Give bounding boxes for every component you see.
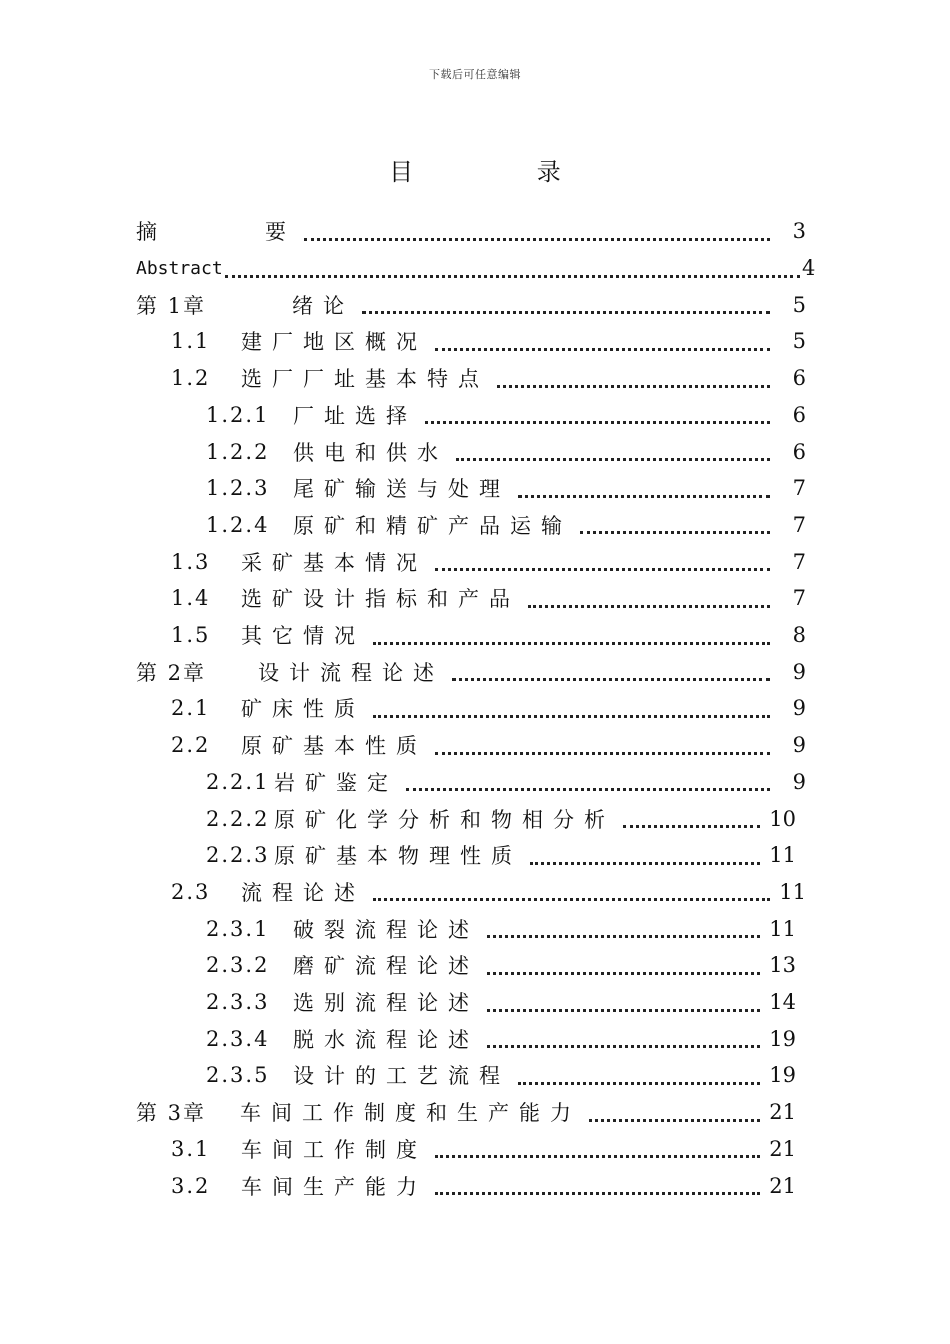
toc-entry-number: 2.2.1 xyxy=(206,769,270,794)
toc-entry-1-2-4[interactable] xyxy=(136,507,806,544)
toc-leader xyxy=(435,324,770,351)
toc-page-number: 11 xyxy=(769,916,796,941)
toc-entry-title: 矿床性质 xyxy=(241,697,365,722)
toc-page-number: 21 xyxy=(769,1173,796,1198)
page-title: 目 录 xyxy=(389,158,619,186)
toc-entry-ch1[interactable] xyxy=(136,286,806,323)
toc-leader xyxy=(580,507,770,534)
toc-leader xyxy=(589,1095,760,1122)
toc-entry-number: 2.2.2 xyxy=(206,806,270,831)
toc-entry-number: 2.3.4 xyxy=(206,1026,270,1051)
toc-entry-title: 选矿设计指标和产品 xyxy=(241,587,520,612)
toc-entry-number: 2.3.5 xyxy=(206,1063,270,1088)
toc-entry-number: 2.3.3 xyxy=(206,990,270,1015)
toc-entry-title: 脱水流程论述 xyxy=(293,1027,479,1052)
toc-leader xyxy=(452,654,770,681)
toc-leader xyxy=(435,1131,760,1158)
toc-leader xyxy=(518,1058,760,1085)
toc-entry-number: 2.2 xyxy=(171,733,211,758)
toc-entry-number: 2.3.2 xyxy=(206,953,270,978)
toc-entry-1-2[interactable] xyxy=(136,360,806,397)
toc-entry-title: 要 xyxy=(265,220,296,245)
toc-entry-number: 1.2.4 xyxy=(206,512,270,537)
toc-entry-ch2[interactable] xyxy=(136,653,806,690)
toc-entry-number: 3.1 xyxy=(171,1136,211,1161)
toc-page-number: 5 xyxy=(792,292,806,317)
toc-entry-2-2[interactable] xyxy=(136,727,806,764)
toc-leader xyxy=(518,471,770,498)
toc-leader xyxy=(373,691,770,718)
toc-entry-1-4[interactable] xyxy=(136,580,806,617)
toc-entry-title: 岩矿鉴定 xyxy=(274,770,398,795)
toc-page-number: 19 xyxy=(769,1026,796,1051)
toc-entry-number: 第 2章 xyxy=(136,660,207,685)
toc-entry-title: 设计的工艺流程 xyxy=(293,1064,510,1089)
toc-page-number: 14 xyxy=(769,990,796,1015)
toc-leader xyxy=(487,1021,760,1048)
page-header: 下载后可任意编辑 xyxy=(429,68,521,81)
toc-leader xyxy=(362,287,770,314)
toc-entry-2-3-1[interactable] xyxy=(136,910,806,947)
toc-leader xyxy=(425,397,770,424)
toc-entry-number: 1.2.2 xyxy=(206,439,270,464)
toc-page-number: 6 xyxy=(792,366,806,391)
toc-entry-abstract-cn[interactable] xyxy=(136,213,806,250)
toc-entry-number: 1.2 xyxy=(171,366,211,391)
toc-entry-2-3-4[interactable] xyxy=(136,1020,806,1057)
toc-page-number: 6 xyxy=(792,439,806,464)
toc-leader xyxy=(487,985,760,1012)
toc-entry-number: 3.2 xyxy=(171,1173,211,1198)
toc-entry-title: 设计流程论述 xyxy=(258,660,444,685)
toc-leader xyxy=(304,214,770,241)
toc-entry-title: 选别流程论述 xyxy=(293,991,479,1016)
toc-entry-title: 原矿基本性质 xyxy=(241,734,427,759)
toc-page-number: 7 xyxy=(792,512,806,537)
toc-entry-3-2[interactable] xyxy=(136,1167,806,1204)
toc-entry-3-1[interactable] xyxy=(136,1131,806,1168)
toc-entry-ch3[interactable] xyxy=(136,1094,806,1131)
toc-entry-1-2-3[interactable] xyxy=(136,470,806,507)
toc-entry-1-1[interactable] xyxy=(136,323,806,360)
toc-entry-title: Abstract xyxy=(136,257,223,279)
toc-page-number: 7 xyxy=(792,549,806,574)
toc-leader xyxy=(623,801,760,828)
toc-entry-1-5[interactable] xyxy=(136,617,806,654)
toc-entry-title: 车间工作制度 xyxy=(241,1137,427,1162)
toc-entry-number: 2.3 xyxy=(171,879,211,904)
toc-entry-title: 供电和供水 xyxy=(293,440,448,465)
toc-leader xyxy=(435,1168,760,1195)
toc-page-number: 11 xyxy=(769,843,796,868)
toc-leader xyxy=(528,581,770,608)
toc-entry-number: 1.2.3 xyxy=(206,476,270,501)
toc-entry-title: 其它情况 xyxy=(241,624,365,649)
toc-leader xyxy=(456,434,770,461)
toc-page-number: 19 xyxy=(769,1063,796,1088)
toc-page-number: 11 xyxy=(779,879,806,904)
toc-entry-2-3-2[interactable] xyxy=(136,947,806,984)
toc-entry-number: 第 3章 xyxy=(136,1101,207,1126)
toc-entry-2-2-1[interactable] xyxy=(136,764,806,801)
toc-entry-title: 车间工作制度和生产能力 xyxy=(240,1101,581,1126)
toc-entry-number: 1.2.1 xyxy=(206,402,270,427)
toc-page-number: 9 xyxy=(792,769,806,794)
toc-leader xyxy=(487,911,760,938)
toc-entry-number: 1.1 xyxy=(171,329,211,354)
toc-leader xyxy=(497,361,770,388)
toc-entry-title: 原矿化学分析和物相分析 xyxy=(274,807,615,832)
toc-page-number: 9 xyxy=(792,659,806,684)
toc-entry-number: 1.4 xyxy=(171,586,211,611)
toc-leader xyxy=(373,874,770,901)
toc-entry-title: 建厂地区概况 xyxy=(241,330,427,355)
toc-entry-number: 第 1章 xyxy=(136,293,207,318)
toc-entry-number: 1.5 xyxy=(171,623,211,648)
toc-leader xyxy=(373,618,770,645)
toc-entry-1-3[interactable] xyxy=(136,543,806,580)
toc-entry-1-2-2[interactable] xyxy=(136,433,806,470)
toc-entry-2-2-2[interactable] xyxy=(136,800,806,837)
toc-entry-number: 2.1 xyxy=(171,696,211,721)
toc-page-number: 21 xyxy=(769,1136,796,1161)
toc-page-number: 13 xyxy=(769,953,796,978)
toc-page-number: 10 xyxy=(769,806,796,831)
toc-entry-abstract-en[interactable] xyxy=(136,250,814,287)
toc-entry-title: 流程论述 xyxy=(241,880,365,905)
toc-leader xyxy=(487,948,760,975)
toc-leader xyxy=(406,764,770,791)
toc-leader xyxy=(435,728,770,755)
toc-entry-label: 摘 xyxy=(136,220,159,245)
toc-page-number: 4 xyxy=(802,256,816,281)
toc-entry-number: 2.3.1 xyxy=(206,916,270,941)
toc-entry-title: 采矿基本情况 xyxy=(241,550,427,575)
toc-entry-2-2-3[interactable] xyxy=(136,837,806,874)
toc-entry-title: 原矿基本物理性质 xyxy=(274,844,522,869)
toc-page-number: 21 xyxy=(769,1100,796,1125)
toc-entry-title: 原矿和精矿产品运输 xyxy=(293,513,572,538)
toc-leader xyxy=(225,251,800,278)
toc-page-number: 8 xyxy=(792,623,806,648)
toc-page-number: 9 xyxy=(792,733,806,758)
toc-entry-2-1[interactable] xyxy=(136,690,806,727)
toc-leader xyxy=(435,544,770,571)
toc-page-number: 9 xyxy=(792,696,806,721)
toc-entry-title: 车间生产能力 xyxy=(241,1174,427,1199)
toc-page-number: 7 xyxy=(792,586,806,611)
toc-entry-title: 绪论 xyxy=(292,293,354,318)
toc-entry-number: 2.2.3 xyxy=(206,843,270,868)
toc-entry-2-3[interactable] xyxy=(136,874,806,911)
toc-page-number: 7 xyxy=(792,476,806,501)
toc-entry-1-2-1[interactable] xyxy=(136,397,806,434)
toc-page-number: 5 xyxy=(792,329,806,354)
toc-entry-title: 尾矿输送与处理 xyxy=(293,477,510,502)
toc-entry-2-3-5[interactable] xyxy=(136,1057,806,1094)
toc-leader xyxy=(530,838,760,865)
toc-entry-title: 破裂流程论述 xyxy=(293,917,479,942)
toc-entry-title: 磨矿流程论述 xyxy=(293,954,479,979)
toc-page-number: 6 xyxy=(792,402,806,427)
toc-page-number: 3 xyxy=(792,219,806,244)
toc-entry-2-3-3[interactable] xyxy=(136,984,806,1021)
toc-entry-title: 厂址选择 xyxy=(293,403,417,428)
toc-entry-title: 选厂厂址基本特点 xyxy=(241,367,489,392)
toc-entry-number: 1.3 xyxy=(171,549,211,574)
